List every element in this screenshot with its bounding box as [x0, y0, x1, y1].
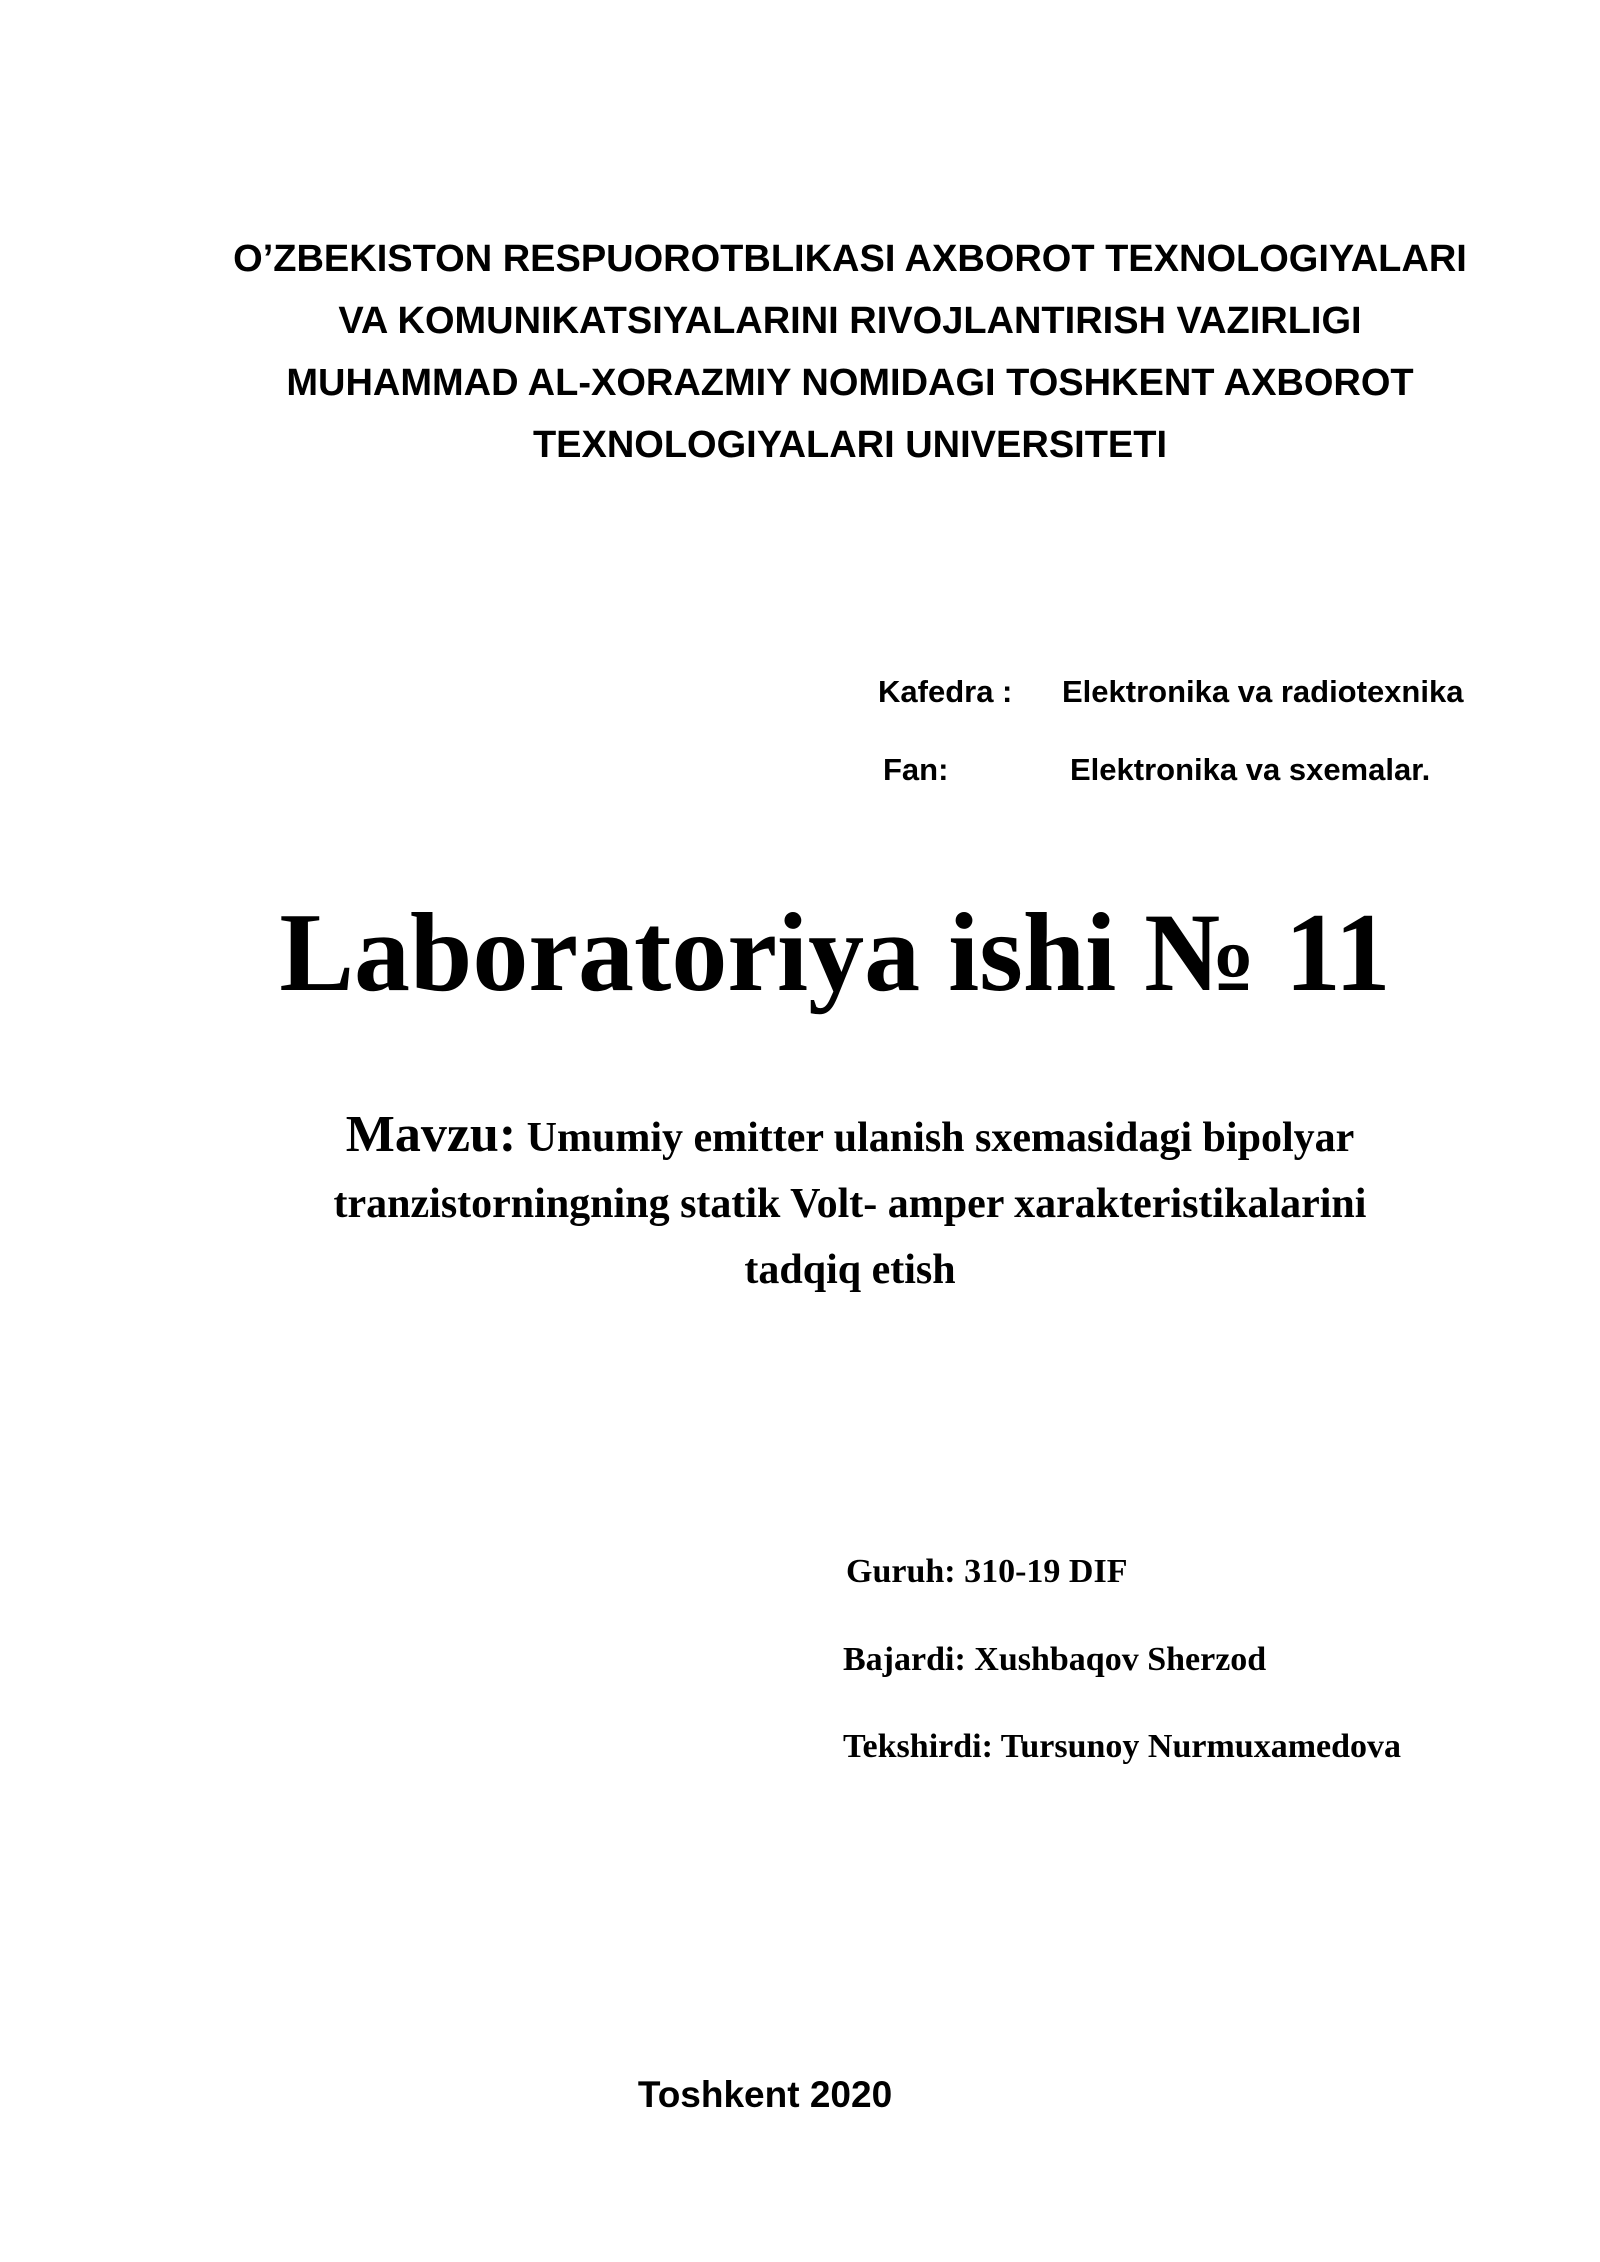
topic-text-1: Umumiy emitter ulanish sxemasidagi bipolyar [526, 1115, 1355, 1161]
group-line: Guruh: 310-19 DIF [846, 1553, 1128, 1590]
header-line-4: TEXNOLOGIYALARI UNIVERSITETI [532, 424, 1168, 466]
fan-label: Fan: [883, 752, 949, 787]
header-line-1: O’ZBEKISTON RESPUOROTBLIKASI AXBOROT TEXNOLOGIYALARI [233, 238, 1467, 280]
topic-line-1 [150, 1102, 1550, 1171]
topic-line-2: tranzistorningning statik Volt- amper xarakteristikalarini [333, 1181, 1367, 1227]
reviewer-line: Tekshirdi: Tursunoy Nurmuxamedova [843, 1728, 1402, 1765]
kafedra-value: Elektronika va radiotexnika [1062, 674, 1464, 709]
footer-city-year: Toshkent 2020 [637, 2074, 893, 2115]
topic-line-3: tadqiq etish [744, 1247, 956, 1293]
header-line-3: MUHAMMAD AL-XORAZMIY NOMIDAGI TOSHKENT AXBOROT [286, 362, 1414, 404]
university-header [150, 228, 1550, 476]
topic-block [150, 1102, 1550, 1303]
fan-value: Elektronika va sxemalar. [1070, 752, 1431, 787]
lab-title: Laboratoriya ishi № 11 [279, 891, 1391, 1015]
header-line-2: VA KOMUNIKATSIYALARINI RIVOJLANTIRISH VAZIRLIGI [338, 300, 1362, 342]
topic-label: Mavzu: [345, 1106, 517, 1163]
kafedra-label: Kafedra : [878, 674, 1013, 709]
performer-line: Bajardi: Xushbaqov Sherzod [843, 1641, 1267, 1678]
